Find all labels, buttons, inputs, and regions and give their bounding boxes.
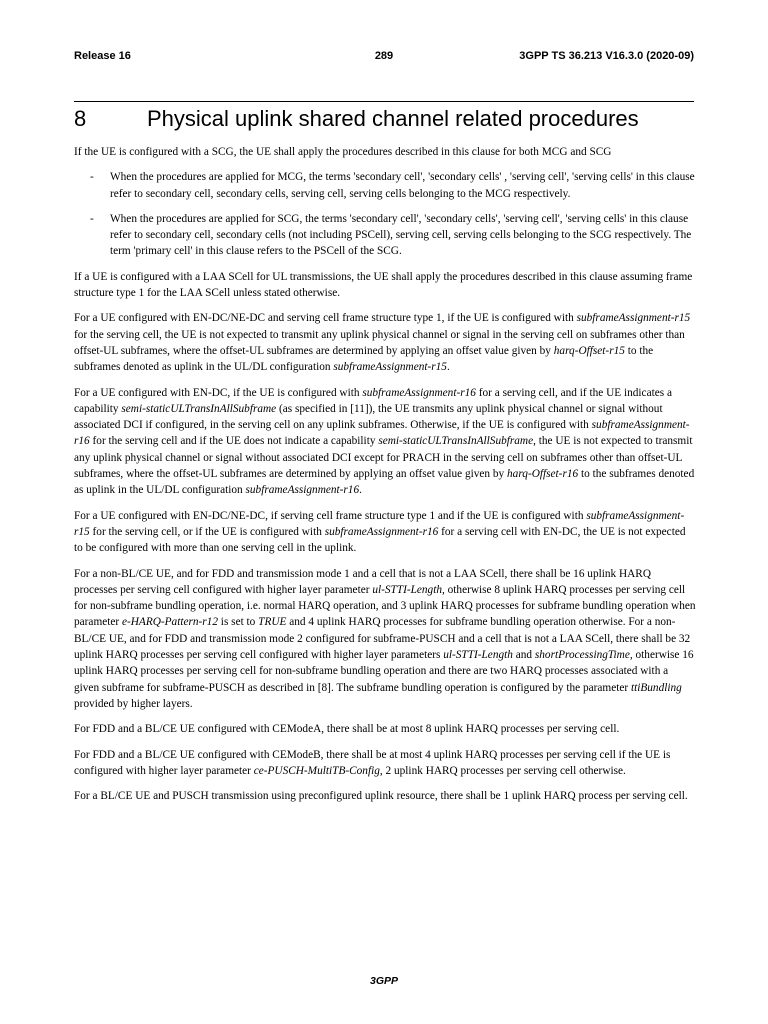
text-run: For a non-BL/CE UE, and for FDD and transmission mode 1 and a cell that is not a LAA SCell, there shall be 16 uplink HARQ processes per serving cell configured with higher layer parameter [74,567,652,596]
paragraph-scg-intro [74,144,696,160]
page-number: 289 [374,50,394,62]
text-run: , the UE is not expected to transmit any uplink physical channel or signal without associated DCI except for PRACH in the serving cell on subframes other than offset-UL subframes, where the offset-UL subframes are determined by applying an offset value given by [74,435,693,481]
parameter-name: shortProcessingTime, [534,649,633,662]
text-run: and 4 uplink HARQ processes for subframe bundling operation otherwise. For a non-BL/CE UE, and for FDD and transmission mode 2 configured for subframe-PUSCH and a cell that is not a LAA SCell, there shall be 32 uplink HARQ processes per serving cell configured with higher layer parameters [74,616,691,662]
parameter-name: e-HARQ-Pattern-r12 [121,616,218,629]
parameter-name: ce-PUSCH-MultiTB-Config, [253,764,383,777]
parameter-name: harq-Offset-r15 [553,344,625,357]
text-run: (as specified in [11]), the UE transmits any uplink physical channel or signal without associated DCI if configured, in the serving cell on any uplink subframes. Otherwise, if the UE is configured with [74,402,663,432]
text-run: for the serving cell, or if the UE is configured with [89,525,325,538]
paragraph-en-dc-ne-dc [74,310,696,375]
paragraph-harq-processes [74,566,696,713]
paragraph-cemodea [74,721,696,737]
bullet-scg [74,211,696,260]
paragraph-en-dc-r16 [74,385,696,499]
text-run: For a UE configured with EN-DC/NE-DC and serving cell frame structure type 1, if the UE is configured with [74,312,577,325]
text-run: for the serving cell, the UE is not expected to transmit any uplink physical channel or signal in the serving cell on subframes other than offset-UL subframes, where the offset-UL subframes are determined by applying an offset value given by [74,328,685,357]
spec-identifier: 3GPP TS 36.213 V16.3.0 (2020-09) [519,50,694,62]
bullet-dash: - [90,212,94,225]
text-run: For a BL/CE UE and PUSCH transmission using preconfigured uplink resource, there shall be 1 uplink HARQ process per serving cell. [74,790,688,803]
parameter-name: subframeAssignment-r16 [245,484,360,497]
text-run: for a serving cell, and if the UE indicates a capability [74,386,672,415]
text-run: and [512,649,535,662]
text-run: For a UE configured with EN-DC, if the UE is configured with [74,386,363,399]
parameter-name: semi-staticULTransInAllSubframe [121,402,277,415]
text-run: When the procedures are applied for SCG, the terms 'secondary cell', 'secondary cells', 'serving cell', 'serving cells' in this clause refer to secondary cell, secondary cells (not including PSCell), serving cell, serving cells belonging to the SCG respectively. The term 'primary cell' in this clause refers to the PSCell of the SCG. [110,212,692,258]
bullet-dash: - [90,171,94,184]
parameter-name: ul-STTI-Length, [372,583,445,596]
paragraph-preconfigured-resource [74,788,696,804]
text-run: for the serving cell and if the UE does not indicate a capability [89,435,379,448]
bullet-mcg [74,169,696,202]
release-label: Release 16 [74,50,131,62]
body-text [74,144,696,813]
text-run: For a UE configured with EN-DC/NE-DC, if serving cell frame structure type 1 and if the UE is configured with [74,509,587,522]
parameter-name: subframeAssignment-r16 [362,386,476,399]
parameter-name: TRUE [258,616,287,629]
text-run: . [359,484,362,497]
heading-rule [74,101,694,102]
section-number: 8 [74,106,87,131]
text-run: is set to [217,616,259,629]
text-run: If the UE is configured with a SCG, the UE shall apply the procedures described in this clause for both MCG and SCG [74,146,612,158]
parameter-name: subframeAssignment-r15 [576,312,691,325]
paragraph-laa-scell [74,269,696,302]
text-run: If a UE is configured with a LAA SCell for UL transmissions, the UE shall apply the procedures described in this clause assuming frame structure type 1 for the LAA SCell unless stated otherwise. [74,270,693,300]
text-run: . [446,361,450,374]
text-run: For FDD and a BL/CE UE configured with CEModeA, there shall be at most 8 uplink HARQ processes per serving cell. [74,723,620,736]
parameter-name: semi-staticULTransInAllSubframe [378,435,534,448]
text-run: otherwise 8 uplink HARQ processes per serving cell for non-subframe bundling operation, i.e. normal HARQ operation, and 3 uplink HARQ processes for subframe bundling operation when parameter [74,583,696,629]
paragraph-cemodeb [74,747,696,780]
text-run: provided by higher layers. [74,697,193,710]
text-run: otherwise 16 uplink HARQ processes per serving cell for non-subframe bundling operation and there are two HARQ processes associated with a given subframe for subframe-PUSCH as described in [8]. The subframe bundling operation is configured by the parameter [74,649,694,694]
paragraph-uplink-serving-cell [74,508,696,557]
text-run: 2 uplink HARQ processes per serving cell otherwise. [382,764,626,777]
parameter-name: harq-Offset-r16 [507,468,579,481]
text-run: to the subframes denoted as uplink in the UL/DL configuration [74,468,695,497]
page-header [74,50,694,66]
parameter-name: ul-STTI-Length [443,649,513,662]
text-run: When the procedures are applied for MCG, the terms 'secondary cell', 'secondary cells' , 'serving cell', 'serving cells' in this clause refer to secondary cell, secondary cells, serving cell, serving cells belonging to the MCG respectively. [110,171,695,200]
parameter-name: subframeAssignment-r15 [333,361,447,374]
text-run: For FDD and a BL/CE UE configured with CEModeB, there shall be at most 4 uplink HARQ processes per serving cell if the UE is configured with higher layer parameter [74,748,671,777]
section-title: Physical uplink shared channel related procedures [147,106,639,131]
parameter-name: subframeAssignment-r16 [324,525,439,538]
page-footer: 3GPP [369,975,398,987]
text-run: for a serving cell with EN-DC, the UE is not expected to be configured with more than one serving cell in the uplink. [74,525,686,555]
parameter-name: subframeAssignment-r15 [74,509,685,538]
parameter-name: ttiBundling [630,681,682,694]
parameter-name: subframeAssignment-r16 [74,419,690,448]
text-run: to the subframes denoted as uplink in the UL/DL configuration [74,344,654,374]
